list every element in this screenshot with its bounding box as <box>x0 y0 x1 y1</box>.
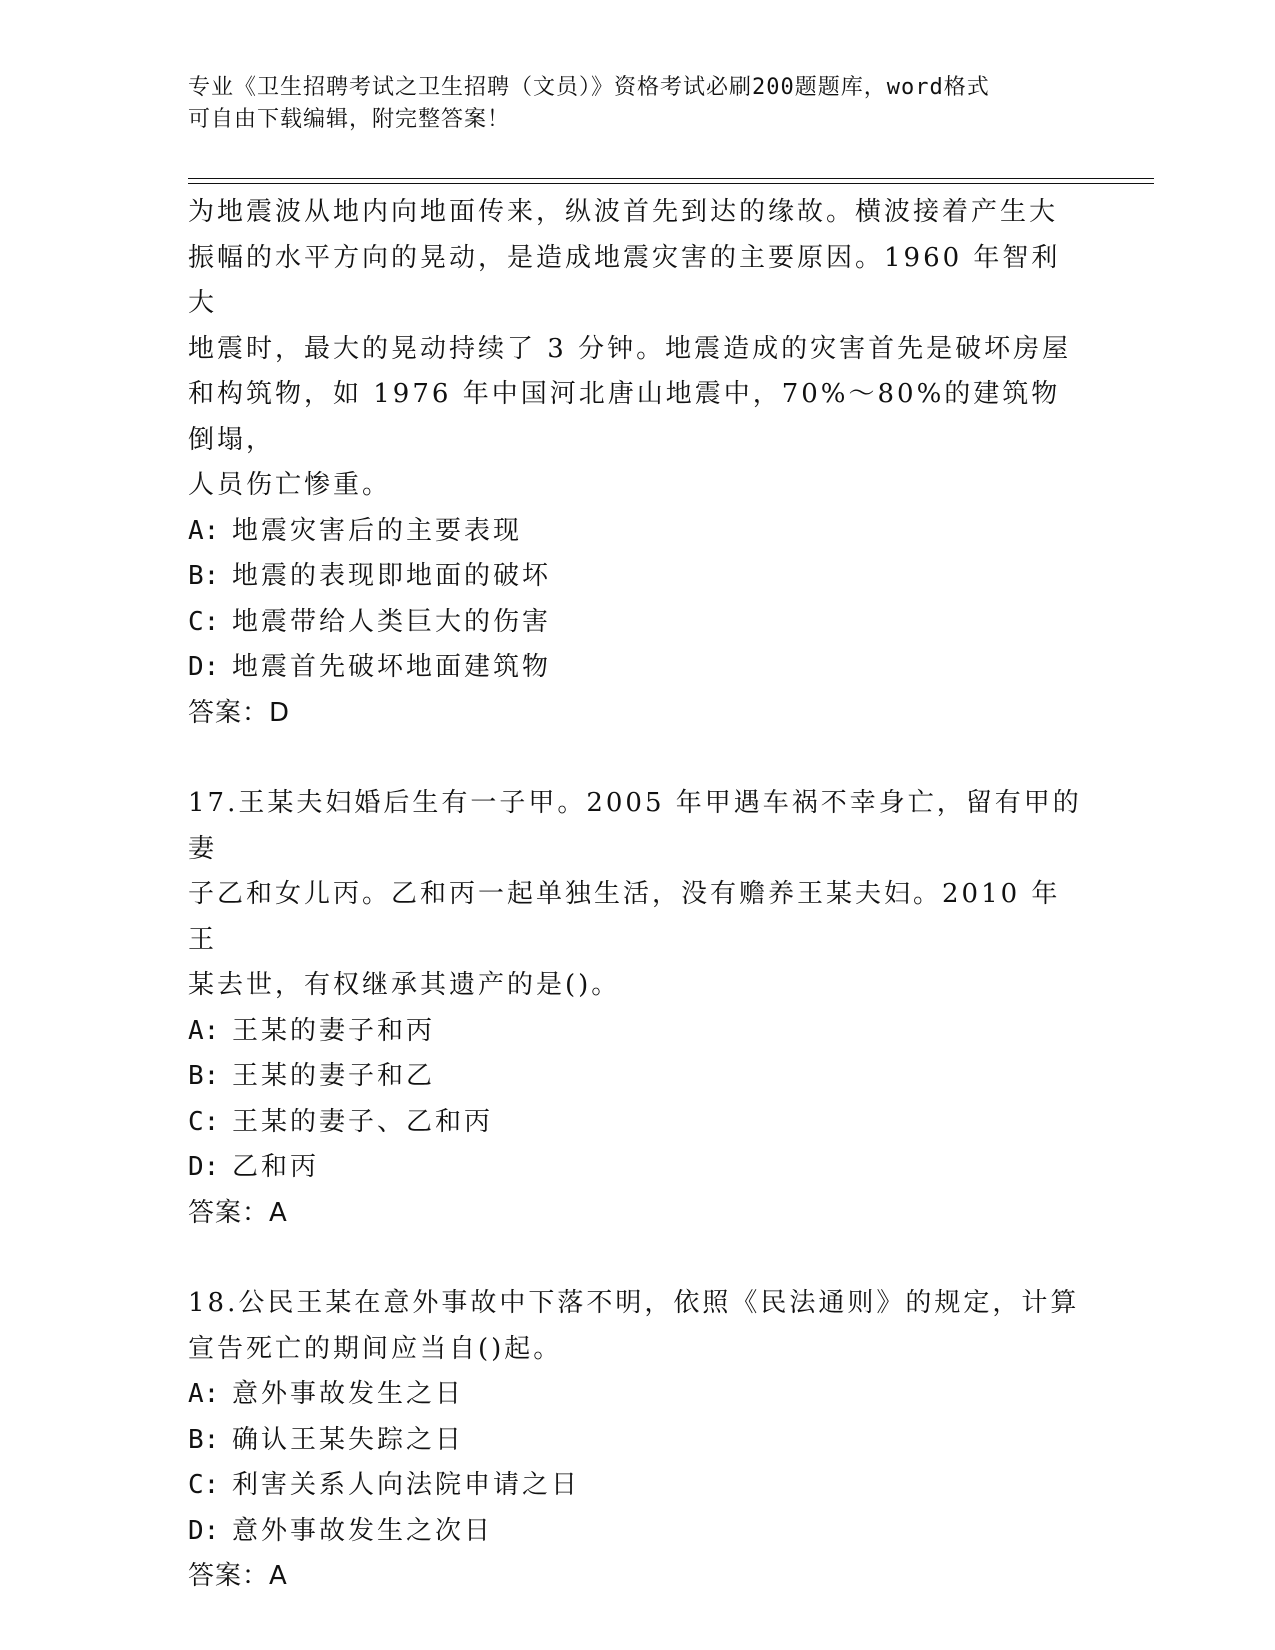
question-text-line: 为地震波从地内向地面传来，纵波首先到达的缘故。横波接着产生大 <box>188 197 1059 227</box>
answer-line: 答案：D <box>188 697 291 728</box>
answer-line: 答案：A <box>188 1197 288 1228</box>
option-text: 地震的表现即地面的破坏 <box>232 561 552 591</box>
option-d <box>188 1145 1088 1191</box>
option-text: 王某的妻子和丙 <box>232 1015 436 1046</box>
page-header: 专业《卫生招聘考试之卫生招聘（文员）》资格考试必刷200题题库，word格式 可自由下载编辑，附完整答案！ <box>188 75 990 132</box>
option-letter: B: <box>188 561 220 591</box>
question-16-continuation <box>188 190 1088 736</box>
option-a <box>188 509 1088 555</box>
option-text: 利害关系人向法院申请之日 <box>232 1470 581 1500</box>
option-letter: C: <box>188 1470 220 1500</box>
option-c <box>188 600 1088 646</box>
option-text: 地震首先破坏地面建筑物 <box>232 652 552 682</box>
option-b <box>188 1054 1088 1100</box>
option-text: 地震灾害后的主要表现 <box>232 515 523 546</box>
question-text-line: 宣告死亡的期间应当自()起。 <box>188 1333 563 1364</box>
question-text-line: 18.公民王某在意外事故中下落不明，依照《民法通则》的规定，计算 <box>188 1288 1080 1318</box>
option-d <box>188 645 1088 691</box>
option-d <box>188 1509 1088 1555</box>
option-a <box>188 1372 1088 1418</box>
option-letter: A: <box>188 1379 220 1409</box>
option-text: 王某的妻子和乙 <box>232 1061 436 1091</box>
option-text: 王某的妻子、乙和丙 <box>232 1106 494 1137</box>
option-letter: B: <box>188 1061 220 1091</box>
answer-line: 答案：A <box>188 1561 288 1591</box>
option-letter: C: <box>188 606 220 637</box>
question-text-line: 某去世，有权继承其遗产的是()。 <box>188 970 621 1000</box>
question-text-line: 17.王某夫妇婚后生有一子甲。2005 年甲遇车祸不幸身亡，留有甲的妻 <box>188 788 1082 864</box>
section-spacer <box>188 736 1088 781</box>
question-text-line: 地震时，最大的晃动持续了 3 分钟。地震造成的灾害首先是破坏房屋 <box>188 333 1072 364</box>
question-18 <box>188 1281 1088 1600</box>
option-letter: D: <box>188 1515 220 1546</box>
option-c <box>188 1100 1088 1146</box>
option-text: 地震带给人类巨大的伤害 <box>232 606 552 637</box>
header-rule-top <box>188 178 1154 179</box>
question-text-line: 人员伤亡惨重。 <box>188 470 392 500</box>
section-spacer <box>188 1236 1088 1281</box>
question-17 <box>188 781 1088 1236</box>
question-text-line: 子乙和女儿丙。乙和丙一起单独生活，没有赡养王某夫妇。2010 年王 <box>188 879 1061 955</box>
question-text-line: 和构筑物，如 1976 年中国河北唐山地震中，70%～80%的建筑物倒塌， <box>188 379 1061 455</box>
option-letter: D: <box>188 1152 220 1182</box>
option-a <box>188 1009 1088 1055</box>
option-letter: B: <box>188 1424 220 1455</box>
option-letter: D: <box>188 652 220 682</box>
option-text: 意外事故发生之日 <box>232 1379 465 1409</box>
option-text: 意外事故发生之次日 <box>232 1515 494 1546</box>
option-text: 乙和丙 <box>232 1152 320 1182</box>
header-rule-bottom <box>188 183 1154 184</box>
option-b <box>188 554 1088 600</box>
option-text: 确认王某失踪之日 <box>232 1424 465 1455</box>
document-body <box>188 190 1088 1600</box>
option-letter: A: <box>188 515 220 546</box>
option-b <box>188 1418 1088 1464</box>
option-c <box>188 1463 1088 1509</box>
option-letter: C: <box>188 1106 220 1137</box>
question-text-line: 振幅的水平方向的晃动，是造成地震灾害的主要原因。1960 年智利大 <box>188 242 1061 318</box>
option-letter: A: <box>188 1015 220 1046</box>
